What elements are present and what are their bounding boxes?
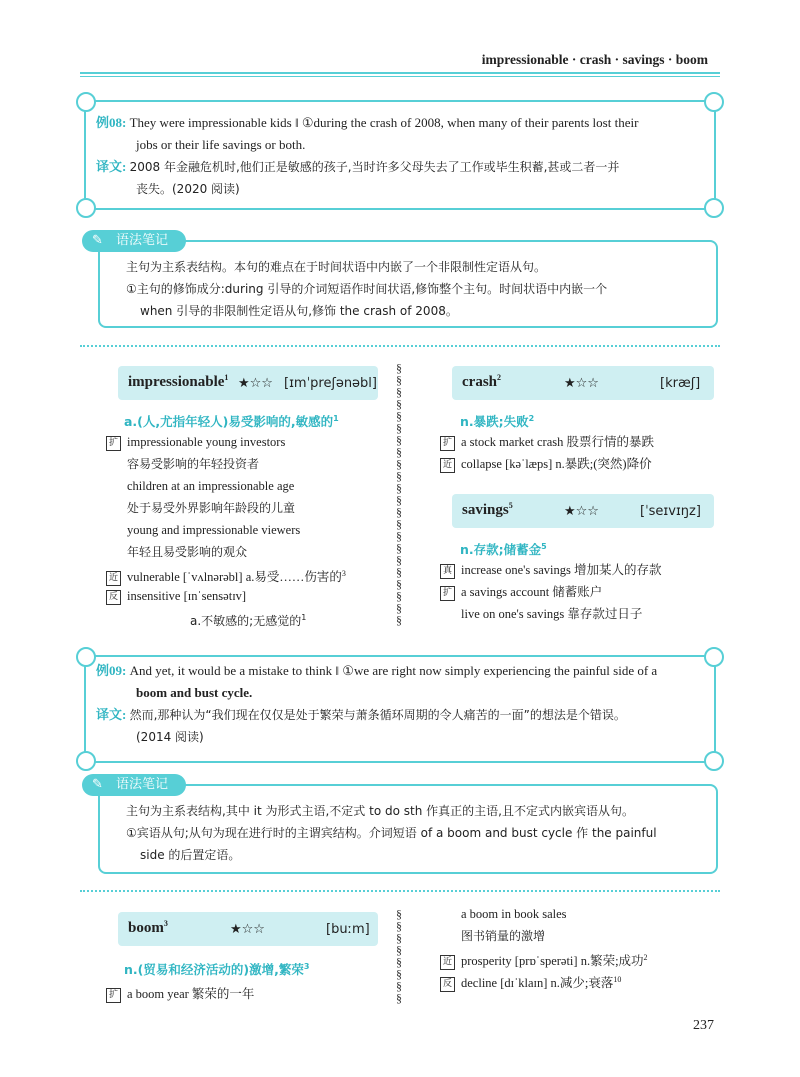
extension-mark: 扩 xyxy=(106,436,121,451)
phonetic: [buːm] xyxy=(326,922,370,937)
part-of-speech: n.存款;储蓄金$^5$ xyxy=(460,541,547,557)
synonym-line: 近 vulnerable [ˈvʌlnərəbl] a.易受……伤害的$^3$ xyxy=(106,564,346,587)
example-08-zh-line1: 译文: 2008 年金融危机时,他们正是敏感的孩子,当时许多父母失去了工作或毕生积蓄,甚或二者一并 xyxy=(96,159,620,174)
quill-icon: ✎ xyxy=(92,233,103,248)
ext-line: live on one's savings 靠存款过日子 xyxy=(461,607,643,621)
example-tag: 例09: xyxy=(96,663,127,678)
synonym-line: 近 collapse [kəˈlæps] n.暴跌;(突然)降价 xyxy=(440,454,652,474)
corner-ornament xyxy=(704,198,724,218)
header-rule xyxy=(80,72,720,74)
phonetic: [ˈseɪvɪŋz] xyxy=(640,504,701,519)
section-divider xyxy=(80,890,720,892)
headword-crash: crash$^2$ xyxy=(462,373,501,390)
page-number: 237 xyxy=(693,1018,714,1033)
antonym-zh: a.不敏感的;无感觉的$^1$ xyxy=(190,613,307,628)
ext-line: 处于易受外界影响年龄段的儿童 xyxy=(127,501,296,515)
ext-line: 扩 impressionable young investors xyxy=(106,432,285,452)
synonym-mark: 近 xyxy=(106,571,121,586)
note1-line1: 主句为主系表结构。本句的难点在于时间状语中内嵌了一个非限制性定语从句。 xyxy=(126,260,547,274)
frequency-stars: ★☆☆ xyxy=(564,376,599,391)
frequency-stars: ★☆☆ xyxy=(564,504,599,519)
synonym-mark: 近 xyxy=(440,955,455,970)
antonym-line: 反 insensitive [ɪnˈsensətɪv] xyxy=(106,586,246,606)
true-exam-line: 真 increase one's savings 增加某人的存款 xyxy=(440,560,661,580)
example-08-en-line2: jobs or their life savings or both. xyxy=(136,137,306,152)
example-09-en-line1: 例09: And yet, it would be a mistake to think ‖ ①we are right now simply experiencing the painful side of a xyxy=(96,663,658,678)
phonetic: [kræʃ] xyxy=(660,376,701,391)
ext-line: 容易受影响的年轻投资者 xyxy=(127,457,260,471)
corner-ornament xyxy=(76,198,96,218)
phonetic: [ɪmˈpreʃənəbl] xyxy=(284,376,377,391)
headword-impressionable: impressionable$^1$ xyxy=(128,373,229,390)
ext-line: 扩 a savings account 储蓄账户 xyxy=(440,582,602,602)
frequency-stars: ★☆☆ xyxy=(230,922,265,937)
example-tag: 例08: xyxy=(96,115,127,130)
section-divider xyxy=(80,345,720,347)
running-header: impressionable · crash · savings · boom xyxy=(481,52,708,67)
corner-ornament xyxy=(76,92,96,112)
ext-line: 图书销量的激增 xyxy=(461,929,546,943)
corner-ornament xyxy=(704,647,724,667)
antonym-mark: 反 xyxy=(440,977,455,992)
synonym-line: 近 prosperity [prɒˈsperəti] n.繁荣;成功$^2$ xyxy=(440,948,648,971)
ext-line: children at an impressionable age xyxy=(127,479,295,493)
extension-mark: 扩 xyxy=(106,988,121,1003)
example-09-zh-line1: 译文: 然而,那种认为“我们现在仅仅是处于繁荣与萧条循环周期的令人痛苦的一面”的想法是个错误。 xyxy=(96,707,626,722)
corner-ornament xyxy=(704,751,724,771)
example-09-zh-line2: (2014 阅读) xyxy=(136,730,204,744)
grammar-note-tab: ✎ 语法笔记 xyxy=(82,774,186,796)
quill-icon: ✎ xyxy=(92,777,103,792)
headword-boom: boom$^3$ xyxy=(128,919,168,936)
ext-line: young and impressionable viewers xyxy=(127,523,301,537)
note1-line2: ①主句的修饰成分:during 引导的介词短语作时间状语,修饰整个主句。时间状语中内嵌一个 xyxy=(126,282,608,296)
note2-line3: side 的后置定语。 xyxy=(140,848,241,862)
example-08-en-line1: 例08: They were impressionable kids ‖ ①during the crash of 2008, when many of their parents lost their xyxy=(96,115,639,130)
ext-line: a boom in book sales xyxy=(461,907,567,921)
translation-tag: 译文: xyxy=(96,159,127,174)
grammar-note-tab: ✎ 语法笔记 xyxy=(82,230,186,252)
corner-ornament xyxy=(76,751,96,771)
antonym-line: 反 decline [dɪˈklaɪn] n.减少;衰落$^{10}$ xyxy=(440,970,621,993)
column-divider: § § § § § § § § § § § § § § § § § § § § § § xyxy=(396,362,402,627)
extension-mark: 扩 xyxy=(440,436,455,451)
translation-tag: 译文: xyxy=(96,707,127,722)
extension-mark: 扩 xyxy=(440,586,455,601)
note2-line1: 主句为主系表结构,其中 it 为形式主语,不定式 to do sth 作真正的主语,且不定式内嵌宾语从句。 xyxy=(126,804,634,818)
ext-line: 扩 a stock market crash 股票行情的暴跌 xyxy=(440,432,654,452)
synonym-mark: 近 xyxy=(440,458,455,473)
corner-ornament xyxy=(704,92,724,112)
part-of-speech: n.暴跌;失败$^2$ xyxy=(460,413,535,429)
part-of-speech: a.(人,尤指年轻人)易受影响的,敏感的$^1$ xyxy=(124,413,339,429)
ext-line: 年轻且易受影响的观众 xyxy=(127,545,248,559)
part-of-speech: n.(贸易和经济活动的)激增,繁荣$^3$ xyxy=(124,961,310,977)
true-exam-mark: 真 xyxy=(440,564,455,579)
ext-line: 扩 a boom year 繁荣的一年 xyxy=(106,984,254,1004)
header-rule-thin xyxy=(80,76,720,77)
antonym-mark: 反 xyxy=(106,590,121,605)
note2-line2: ①宾语从句;从句为现在进行时的主谓宾结构。介词短语 of a boom and bust cycle 作 the painful xyxy=(126,826,657,840)
corner-ornament xyxy=(76,647,96,667)
headword-savings: savings$^5$ xyxy=(462,501,513,518)
note1-line3: when 引导的非限制性定语从句,修饰 the crash of 2008。 xyxy=(140,304,458,318)
example-08-zh-line2: 丧失。(2020 阅读) xyxy=(136,182,240,196)
column-divider: § § § § § § § § xyxy=(396,908,402,1004)
frequency-stars: ★☆☆ xyxy=(238,376,273,391)
example-09-en-line2: boom and bust cycle. xyxy=(136,685,253,700)
